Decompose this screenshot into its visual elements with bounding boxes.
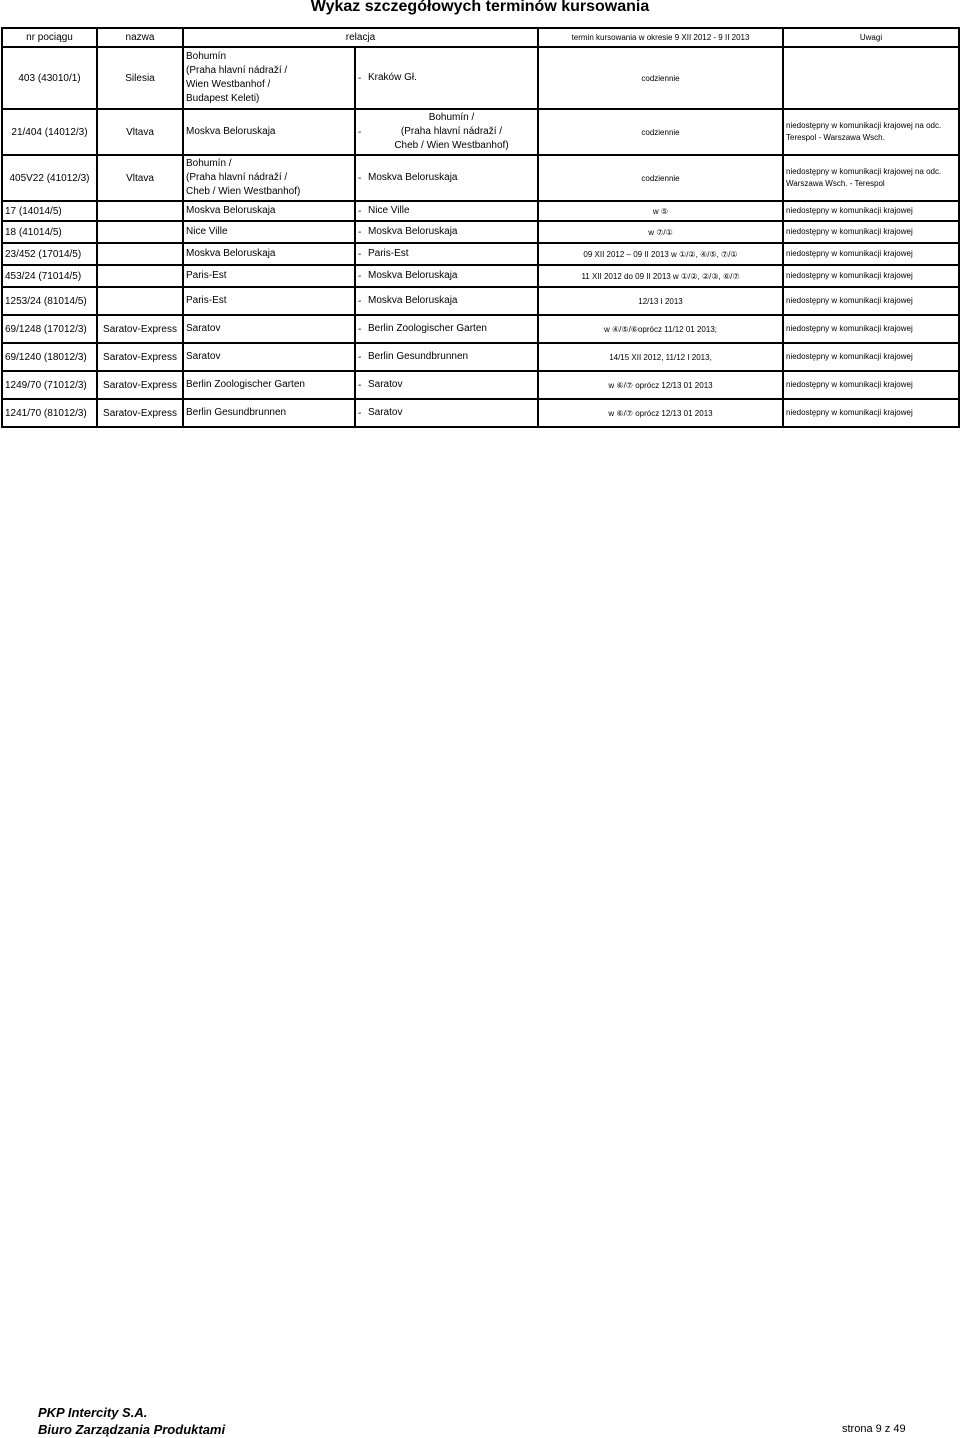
route-to-cell (355, 343, 538, 371)
route-separator: - (358, 379, 362, 391)
cell-line: Moskva Beloruskaja (186, 248, 276, 259)
route-separator: - (358, 205, 362, 217)
dates-cell: w ⑤ (538, 201, 783, 221)
cell-line: Budapest Keleti) (186, 93, 260, 104)
table-header-row (2, 28, 959, 47)
route-from-cell (183, 265, 355, 287)
train-name-cell (97, 265, 183, 287)
route-to-lines (368, 378, 535, 392)
train-number-cell: 18 (41014/5) (2, 221, 97, 243)
notes-cell (783, 287, 959, 315)
schedule-table (1, 27, 960, 428)
cell-line: Bohumín / (428, 112, 475, 123)
notes-cell (783, 155, 959, 201)
header-notes: Uwagi (783, 28, 959, 47)
cell-line: niedostępny w komunikacji krajowej (786, 380, 913, 389)
page-title: Wykaz szczegółowych terminów kursowania (310, 0, 650, 15)
train-number-cell: 405V22 (41012/3) (2, 155, 97, 201)
cell-line: (Praha hlavní nádraží / (186, 172, 288, 183)
train-number-cell: 23/452 (17014/5) (2, 243, 97, 265)
route-from-cell (183, 371, 355, 399)
cell-line: niedostępny w komunikacji krajowej (786, 249, 913, 258)
cell-line: Paris-Est (368, 248, 409, 259)
table-row (2, 315, 959, 343)
footer-page-number: strona 9 z 49 (842, 1423, 906, 1435)
dates-cell: w ⑦/① (538, 221, 783, 243)
cell-line: Nice Ville (368, 205, 410, 216)
table-row (2, 343, 959, 371)
cell-line: Moskva Beloruskaja (368, 295, 458, 306)
table-row (2, 371, 959, 399)
train-number-cell: 69/1248 (17012/3) (2, 315, 97, 343)
cell-line: Saratov (368, 379, 403, 390)
route-to-cell (355, 371, 538, 399)
table-row (2, 47, 959, 109)
route-from-cell (183, 287, 355, 315)
route-from-cell (183, 315, 355, 343)
dates-cell: 11 XII 2012 do 09 II 2013 w ①/②, ②/③, ⑥/⑦ (538, 265, 783, 287)
cell-line: Saratov (186, 351, 221, 362)
cell-line: niedostępny w komunikacji krajowej (786, 408, 913, 417)
route-from-cell (183, 221, 355, 243)
route-to-cell (355, 155, 538, 201)
route-separator: - (358, 323, 362, 335)
notes-cell (783, 47, 959, 109)
route-to-lines (368, 406, 535, 420)
header-train-name: nazwa (97, 28, 183, 47)
header-route: relacja (183, 28, 538, 47)
route-from-cell (183, 109, 355, 155)
cell-line: Berlin Gesundbrunnen (368, 351, 469, 362)
train-name-cell: Saratov-Express (97, 371, 183, 399)
cell-line: Saratov (186, 323, 221, 334)
cell-line: Berlin Zoologischer Garten (368, 323, 487, 334)
cell-line: Kraków Gł. (368, 72, 417, 83)
route-to-lines (368, 225, 535, 239)
cell-line: Nice Ville (186, 226, 228, 237)
header-train-number: nr pociągu (2, 28, 97, 47)
dates-cell: 12/13 I 2013 (538, 287, 783, 315)
table-row (2, 399, 959, 427)
notes-cell (783, 343, 959, 371)
route-to-lines (368, 111, 535, 153)
route-separator: - (358, 351, 362, 363)
train-number-cell: 17 (14014/5) (2, 201, 97, 221)
dates-cell: 14/15 XII 2012, 11/12 I 2013, (538, 343, 783, 371)
cell-line: (Praha hlavní nádraží / (186, 65, 288, 76)
cell-line: Warszawa Wsch. - Terespol (786, 179, 885, 188)
notes-cell (783, 315, 959, 343)
dates-cell: codziennie (538, 47, 783, 109)
dates-cell: w ⑥/⑦ oprócz 12/13 01 2013 (538, 371, 783, 399)
train-name-cell: Saratov-Express (97, 343, 183, 371)
train-number-cell: 403 (43010/1) (2, 47, 97, 109)
route-to-cell (355, 47, 538, 109)
notes-cell (783, 243, 959, 265)
dates-cell: codziennie (538, 109, 783, 155)
cell-line: Wien Westbanhof / (186, 79, 271, 90)
route-to-cell (355, 287, 538, 315)
route-to-cell (355, 243, 538, 265)
cell-line: Moskva Beloruskaja (368, 270, 458, 281)
route-to-lines (368, 269, 535, 283)
route-separator: - (358, 407, 362, 419)
cell-line: Moskva Beloruskaja (186, 126, 276, 137)
route-separator: - (358, 72, 362, 84)
cell-line: Bohumín (186, 51, 227, 62)
route-to-cell (355, 109, 538, 155)
table-row (2, 265, 959, 287)
route-to-lines (368, 350, 535, 364)
train-number-cell: 1253/24 (81014/5) (2, 287, 97, 315)
route-to-cell (355, 399, 538, 427)
cell-line: Berlin Zoologischer Garten (186, 379, 305, 390)
route-from-cell (183, 47, 355, 109)
route-to-lines (368, 247, 535, 261)
notes-cell (783, 109, 959, 155)
train-name-cell: Silesia (97, 47, 183, 109)
cell-line: Moskva Beloruskaja (186, 205, 276, 216)
cell-line: niedostępny w komunikacji krajowej na odc. (786, 121, 942, 130)
route-to-cell (355, 315, 538, 343)
route-from-cell (183, 201, 355, 221)
train-name-cell (97, 287, 183, 315)
route-separator: - (358, 270, 362, 282)
notes-cell (783, 399, 959, 427)
footer-department: Biuro Zarządzania Produktami (38, 1422, 226, 1437)
cell-line: Saratov (368, 407, 403, 418)
dates-cell: codziennie (538, 155, 783, 201)
train-name-cell: Vltava (97, 109, 183, 155)
route-to-cell (355, 201, 538, 221)
cell-line: Berlin Gesundbrunnen (186, 407, 287, 418)
table-row (2, 109, 959, 155)
notes-cell (783, 201, 959, 221)
train-name-cell: Saratov-Express (97, 315, 183, 343)
table-row (2, 287, 959, 315)
route-from-cell (183, 155, 355, 201)
dates-cell: w ⑥/⑦ oprócz 12/13 01 2013 (538, 399, 783, 427)
cell-line: niedostępny w komunikacji krajowej (786, 206, 913, 215)
train-number-cell: 69/1240 (18012/3) (2, 343, 97, 371)
route-to-lines (368, 322, 535, 336)
table-row (2, 155, 959, 201)
cell-line: Moskva Beloruskaja (368, 172, 458, 183)
route-separator: - (358, 172, 362, 184)
cell-line: Terespol - Warszawa Wsch. (786, 133, 885, 142)
train-number-cell: 21/404 (14012/3) (2, 109, 97, 155)
table-row (2, 221, 959, 243)
route-to-lines (368, 204, 535, 218)
train-name-cell (97, 243, 183, 265)
footer-company: PKP Intercity S.A. (38, 1405, 148, 1420)
cell-line: Paris-Est (186, 270, 227, 281)
route-to-lines (368, 171, 535, 185)
route-from-cell (183, 243, 355, 265)
cell-line: Cheb / Wien Westbanhof) (394, 140, 509, 151)
train-name-cell: Saratov-Express (97, 399, 183, 427)
table-row (2, 201, 959, 221)
cell-line: niedostępny w komunikacji krajowej na odc. (786, 167, 942, 176)
cell-line: Paris-Est (186, 295, 227, 306)
cell-line: niedostępny w komunikacji krajowej (786, 352, 913, 361)
route-to-lines (368, 71, 535, 85)
header-dates: termin kursowania w okresie 9 XII 2012 - 9 II 2013 (538, 28, 783, 47)
notes-cell (783, 265, 959, 287)
route-to-cell (355, 221, 538, 243)
cell-line: Bohumín / (186, 158, 232, 169)
notes-cell (783, 371, 959, 399)
route-separator: - (358, 226, 362, 238)
train-number-cell: 453/24 (71014/5) (2, 265, 97, 287)
route-from-cell (183, 399, 355, 427)
route-separator: - (358, 126, 362, 138)
route-to-lines (368, 294, 535, 308)
cell-line: niedostępny w komunikacji krajowej (786, 271, 913, 280)
train-name-cell: Vltava (97, 155, 183, 201)
route-separator: - (358, 248, 362, 260)
route-separator: - (358, 295, 362, 307)
train-number-cell: 1249/70 (71012/3) (2, 371, 97, 399)
cell-line: niedostępny w komunikacji krajowej (786, 324, 913, 333)
route-from-cell (183, 343, 355, 371)
dates-cell: 09 XII 2012 – 09 II 2013 w ①/②, ④/⑤, ⑦/① (538, 243, 783, 265)
cell-line: Cheb / Wien Westbanhof) (186, 186, 301, 197)
train-name-cell (97, 221, 183, 243)
route-to-cell (355, 265, 538, 287)
cell-line: Moskva Beloruskaja (368, 226, 458, 237)
cell-line: niedostępny w komunikacji krajowej (786, 296, 913, 305)
train-name-cell (97, 201, 183, 221)
notes-cell (783, 221, 959, 243)
cell-line: (Praha hlavní nádraží / (400, 126, 503, 137)
table-row (2, 243, 959, 265)
train-number-cell: 1241/70 (81012/3) (2, 399, 97, 427)
dates-cell: w ④/⑤/⑥oprócz 11/12 01 2013; (538, 315, 783, 343)
cell-line: niedostępny w komunikacji krajowej (786, 227, 913, 236)
